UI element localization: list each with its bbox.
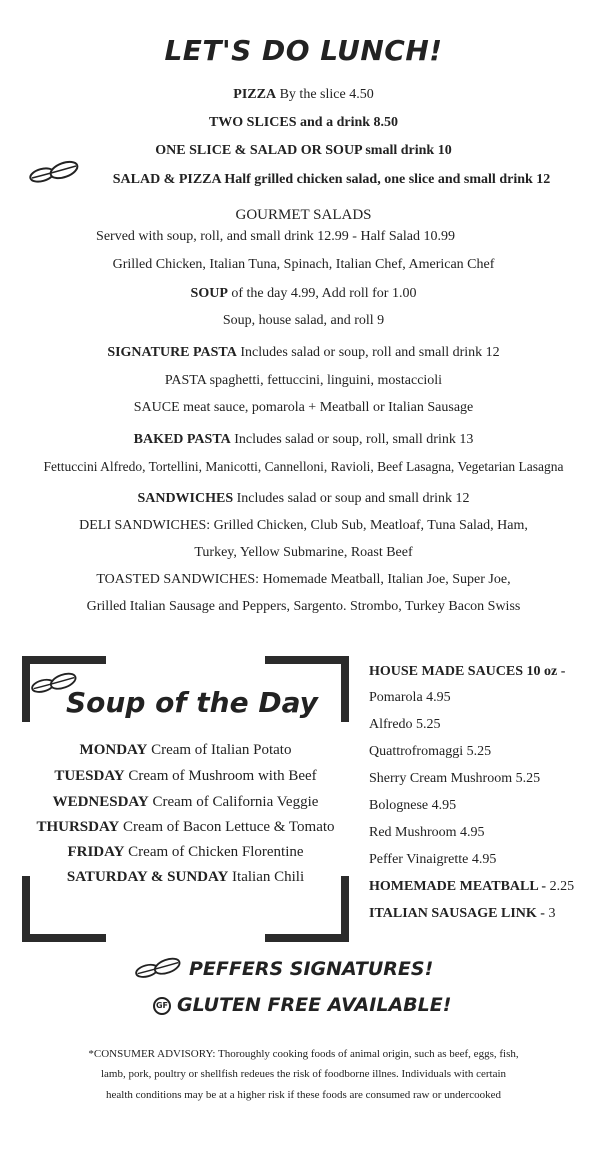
consumer-advisory-line-1: *CONSUMER ADVISORY: Thoroughly cooking foods of animal origin, such as beef, eggs, fish, <box>88 1048 519 1060</box>
gourmet-salads-heading: GOURMET SALADS <box>235 207 372 223</box>
one-slice-line: ONE SLICE & SALAD OR SOUP small drink 10 <box>155 143 452 158</box>
soup-of-the-day-title: Soup of the Day <box>66 686 318 719</box>
sauce-item: Alfredo 5.25 <box>369 717 441 732</box>
toasted-sandwiches-line-1: TOASTED SANDWICHES: Homemade Meatball, Italian Joe, Super Joe, <box>96 572 511 587</box>
sauce-item: Peffer Vinaigrette 4.95 <box>369 852 497 867</box>
soup-of-the-day-box <box>22 656 349 942</box>
soup-day-row: WEDNESDAY Cream of California Veggie <box>52 794 319 810</box>
deli-sandwiches-line-1: DELI SANDWICHES: Grilled Chicken, Club Sub, Meatloaf, Tuna Salad, Ham, <box>79 518 528 533</box>
meatball-line: HOMEMADE MEATBALL - 2.25 <box>369 879 575 894</box>
salad-pizza-line: SALAD & PIZZA Half grilled chicken salad, one slice and small drink 12 <box>112 172 551 187</box>
signatures-title: PEFFERS SIGNATURES! <box>189 958 434 980</box>
gluten-free-title: GLUTEN FREE AVAILABLE! <box>177 994 452 1016</box>
soup-line: SOUP of the day 4.99, Add roll for 1.00 <box>190 286 417 301</box>
toasted-sandwiches-line-2: Grilled Italian Sausage and Peppers, Sargento. Strombo, Turkey Bacon Swiss <box>86 599 521 614</box>
soup-day-row: TUESDAY Cream of Mushroom with Beef <box>54 768 317 784</box>
gourmet-salads-served: Served with soup, roll, and small drink 12.99 - Half Salad 10.99 <box>96 229 455 244</box>
signature-pasta-line: SIGNATURE PASTA Includes salad or soup, roll and small drink 12 <box>107 345 500 360</box>
baked-pasta-line: BAKED PASTA Includes salad or soup, roll, small drink 13 <box>133 432 474 447</box>
gluten-free-icon: GF <box>153 997 171 1015</box>
sauces-heading: HOUSE MADE SAUCES 10 oz - <box>369 664 566 679</box>
gourmet-salads-options: Grilled Chicken, Italian Tuna, Spinach, Italian Chef, American Chef <box>112 257 495 272</box>
soup-day-row: THURSDAY Cream of Bacon Lettuce & Tomato <box>36 819 335 835</box>
sauce-item: Pomarola 4.95 <box>369 690 451 705</box>
soup-day-row: FRIDAY Cream of Chicken Florentine <box>67 844 304 860</box>
soup-combo-line: Soup, house salad, and roll 9 <box>222 313 385 328</box>
baked-pasta-options: Fettuccini Alfredo, Tortellini, Manicotti, Cannelloni, Ravioli, Beef Lasagna, Vegetarian Lasagna <box>43 459 564 474</box>
consumer-advisory-line-2: lamb, pork, poultry or shellfish redeues the risk of foodborne illnes. Individuals with certain <box>100 1068 507 1080</box>
pizza-line: PIZZA By the slice 4.50 <box>233 87 374 102</box>
pasta-sauce-line: SAUCE meat sauce, pomarola + Meatball or Italian Sausage <box>133 400 474 415</box>
sauce-item: Bolognese 4.95 <box>369 798 457 813</box>
sausage-line: ITALIAN SAUSAGE LINK - 3 <box>369 906 556 921</box>
consumer-advisory-line-3: health conditions may be at a higher risk if these foods are consumed raw or undercooked <box>106 1089 501 1101</box>
soup-day-row: MONDAY Cream of Italian Potato <box>79 742 292 758</box>
signature-leaf-icon <box>132 957 184 981</box>
sandwiches-line: SANDWICHES Includes salad or soup and small drink 12 <box>137 491 470 506</box>
sauce-item: Sherry Cream Mushroom 5.25 <box>369 771 541 786</box>
page-title: LET'S DO LUNCH! <box>164 34 443 67</box>
two-slices-line: TWO SLICES and a drink 8.50 <box>208 115 399 130</box>
soup-day-row: SATURDAY & SUNDAY Italian Chili <box>66 869 305 885</box>
pasta-types-line: PASTA spaghetti, fettuccini, linguini, mostaccioli <box>164 373 443 388</box>
deli-sandwiches-line-2: Turkey, Yellow Submarine, Roast Beef <box>194 545 413 560</box>
sauce-item: Red Mushroom 4.95 <box>369 825 485 840</box>
sauce-item: Quattrofromaggi 5.25 <box>369 744 492 759</box>
